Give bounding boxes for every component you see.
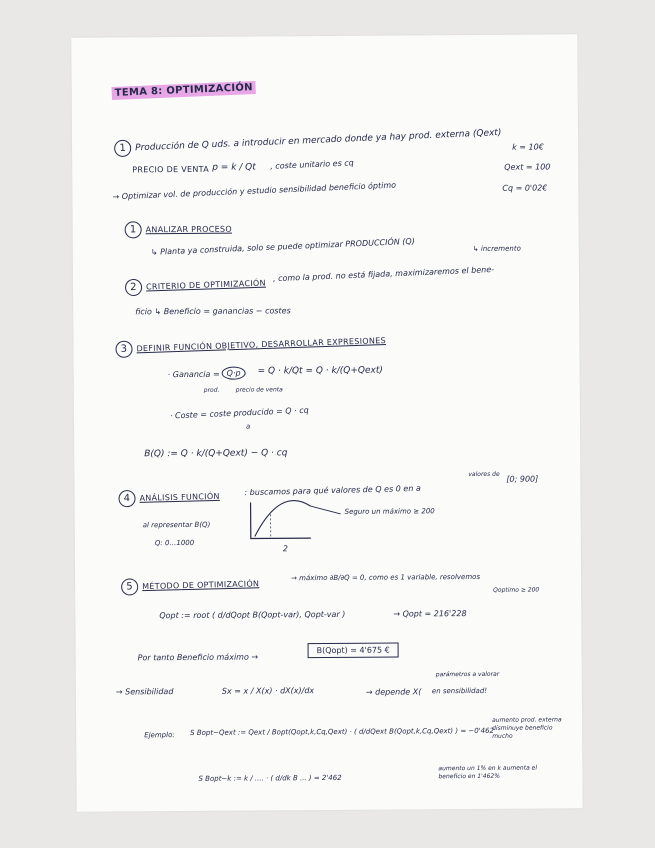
- representar-label: al representar B(Q): [142, 520, 211, 530]
- step-4-text: : buscamos para qué valores de Q es 0 en a: [244, 483, 421, 498]
- graph-axis-label: 2: [282, 544, 289, 554]
- step-2-text: , como la prod. no está fijada, maximizaremos el bene-: [272, 264, 495, 284]
- qext-value: Qext = 100: [504, 162, 551, 172]
- sensitivity-note-1: parámetros a valorar: [435, 670, 500, 679]
- benefit-function: B(Q) := Q · k/(Q+Qext) − Q · cq: [144, 448, 288, 460]
- step-5-text: → máximo ∂B/∂Q = 0, como es 1 variable, resolvemos: [291, 572, 481, 583]
- k-value: k = 10€: [512, 142, 544, 152]
- qopt-result: → Qopt = 216'228: [393, 609, 467, 619]
- coste-unitario: , coste unitario es cq: [270, 158, 354, 171]
- step-4-above: valores de: [468, 470, 500, 479]
- example-2-note: aumento un 1% en k aumenta el beneficio en 1'462%: [438, 764, 538, 781]
- sensitivity-note-2: en sensibilidad!: [431, 686, 488, 696]
- step-4-heading: 4 ANÁLISIS FUNCIÓN: [118, 488, 220, 507]
- range-matrix: [0; 900]: [506, 474, 539, 484]
- step-1-text: ↳ Planta ya construida, solo se puede optimizar PRODUCCIÓN (Q): [150, 236, 416, 257]
- step-3-heading: 3 DEFINIR FUNCIÓN OBJETIVO, DESARROLLAR EXPRESIONES: [115, 332, 386, 358]
- step-2-heading: 2 CRITERIO DE OPTIMIZACIÓN: [125, 275, 266, 297]
- sensitivity-text: → depende X(: [365, 687, 422, 697]
- problem-statement: 1 Producción de Q uds. a introducir en mercado donde ya hay prod. externa (Qext): [114, 124, 502, 157]
- example-label: Ejemplo:: [144, 731, 175, 740]
- sensitivity-equation: Sx = x / X(x) · dX(x)/dx: [221, 686, 315, 696]
- max-note: Seguro un máximo ≥ 200: [344, 507, 435, 516]
- ganancia-expression: = Q · k/Qt = Q · k/(Q+Qext): [257, 365, 383, 377]
- prod-label: prod.: [203, 386, 220, 394]
- notebook-page: [71, 34, 582, 812]
- precio-venta-label: precio de venta: [235, 386, 283, 394]
- sketch-graph: [71, 34, 582, 812]
- example-2: S Bopt−k := k / .... · ( d/dk B ... ) = 2'462: [198, 773, 342, 783]
- coste-a-label: a: [245, 422, 251, 431]
- range-label: Q: 0…1000: [154, 538, 195, 548]
- coste-line: · Coste = coste producido = Q · cq: [169, 405, 309, 421]
- step-1-note: ↳ incremento: [472, 244, 521, 253]
- precio-label: PRECIO DE VENTA: [132, 164, 209, 175]
- example-1-note: aumento prod. externa disminuye beneficio mucho: [492, 716, 562, 740]
- precio-formula: p = k / Qt: [212, 162, 256, 173]
- qopt-200: Qoptimo ≥ 200: [493, 586, 540, 594]
- ganancia-label: · Ganancia =: [167, 369, 220, 380]
- step-1-heading: 1 ANALIZAR PROCESO: [125, 221, 232, 239]
- example-1: S Bopt−Qext := Qext / Bopt(Qopt,k,Cq,Qext) · ( d/dQext B(Qopt,k,Cq,Qext) ) = −0'462: [190, 726, 495, 737]
- step-2-continuation: ficio ↳ Beneficio = ganancias − costes: [135, 306, 291, 317]
- page-title: TEMA 8: OPTIMIZACIÓN: [112, 82, 257, 99]
- step-5-heading: 5 MÉTODO DE OPTIMIZACIÓN: [121, 575, 260, 595]
- sensitivity-label: → Sensibilidad: [115, 687, 174, 697]
- qp-circled: Q·p: [222, 367, 246, 380]
- max-benefit-box: B(Qopt) = 4'675 €: [308, 646, 399, 656]
- qopt-equation: Qopt := root ( d/dQopt B(Qopt-var), Qopt-var ): [159, 609, 346, 621]
- cq-value: Cq = 0'02€: [502, 183, 548, 193]
- max-benefit-text: Por tanto Beneficio máximo →: [137, 652, 259, 663]
- objective-statement: → Optimizar vol. de producción y estudio sensibilidad beneficio óptimo: [112, 180, 397, 202]
